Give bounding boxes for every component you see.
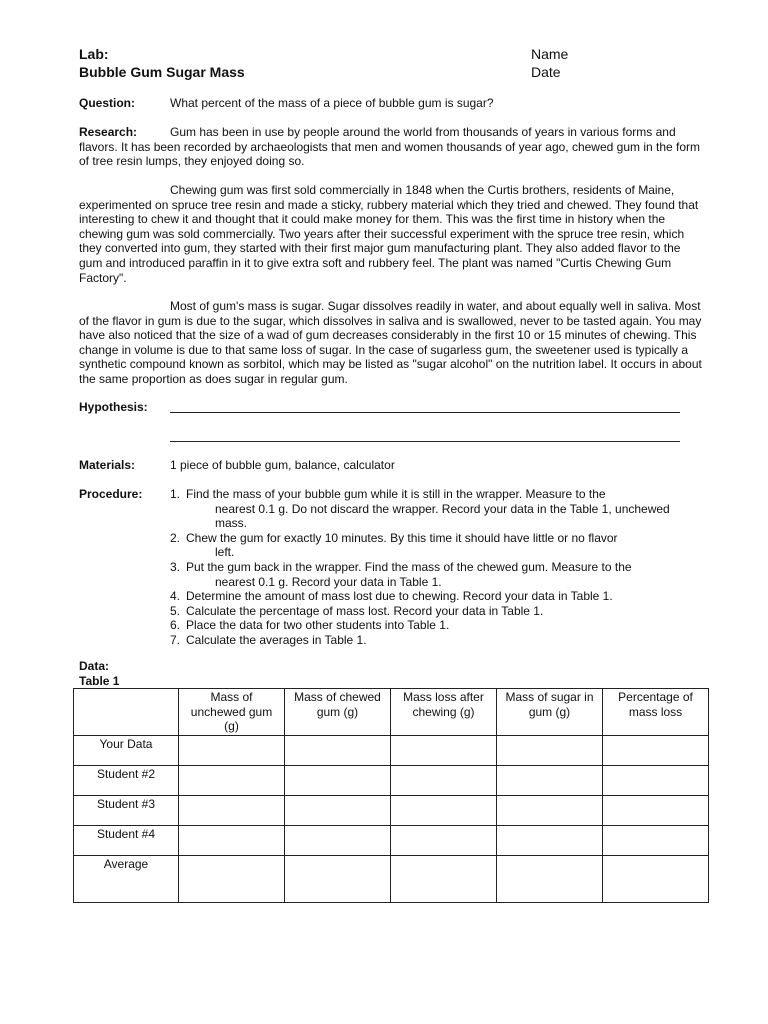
- hypothesis-line-2[interactable]: [170, 441, 680, 442]
- procedure-label: Procedure:: [79, 487, 143, 501]
- table-header-blank: [74, 689, 179, 736]
- table-cell[interactable]: [285, 735, 391, 765]
- procedure-step: [170, 531, 670, 560]
- table-cell[interactable]: [497, 765, 603, 795]
- question-text: What percent of the mass of a piece of bubble gum is sugar?: [170, 96, 494, 110]
- research-text-2: Chewing gum was first sold commercially in 1848 when the Curtis brothers, residents of Maine, experimented on spruce tree resin and made a sticky, rubbery material which they tried and chewed. They found that interesting to chew it and thought that it could make money for them. This was the first time in history when the chewing gum was sold commercially. Two years after their successful experiment with the spruce tree resin, which they converted into gum, they started with their first major gum manufacturing plant. They also added flavor to the gum and introduced paraffin in it to give extra soft and rubbery feel. The plant was named "Curtis Chewing Gum Factory".: [79, 183, 699, 285]
- header-right: [531, 45, 568, 81]
- row-label: Student #4: [74, 825, 179, 855]
- step-text-cont: left.: [215, 545, 235, 560]
- step-number: 4.: [170, 589, 181, 604]
- lab-label: Lab:: [79, 46, 109, 62]
- table-cell[interactable]: [391, 735, 497, 765]
- table-cell[interactable]: [603, 795, 709, 825]
- research-text-3: Most of gum's mass is sugar. Sugar dissolves readily in water, and about equally well in saliva. Most of the flavor in gum is due to the sugar, which dissolves in saliva and is swallowed, never to be tasted again. You may have also noticed that the size of a wad of gum decreases considerably in the first 10 or 15 minutes of chewing. This change in volume is due to that same loss of sugar. In the case of sugarless gum, the sweetener used is typically a synthetic compound known as sorbitol, which may be listed as "sugar alcohol" on the nutrition label. It occurs in about the same proportion as does sugar in regular gum.: [79, 299, 702, 386]
- table-cell[interactable]: [391, 795, 497, 825]
- step-number: 5.: [170, 603, 181, 618]
- procedure-step: [170, 618, 670, 633]
- table-cell[interactable]: [285, 855, 391, 902]
- step-text: Place the data for two other students into Table 1.: [186, 618, 450, 633]
- table-row: [74, 735, 709, 765]
- step-text: Determine the amount of mass lost due to chewing. Record your data in Table 1.: [186, 589, 613, 604]
- table-cell[interactable]: [497, 855, 603, 902]
- table-cell[interactable]: [603, 825, 709, 855]
- procedure-step: [170, 633, 670, 648]
- row-label: Average: [74, 855, 179, 902]
- research-text-1: Gum has been in use by people around the world from thousands of years in various forms and flavors. It has been recorded by archaeologists that men and women thousands of year ago, chewed gum in the form of tree resin lumps, they enjoyed doing so.: [79, 125, 701, 169]
- table-row: [74, 795, 709, 825]
- table-cell[interactable]: [285, 825, 391, 855]
- table-cell[interactable]: [179, 855, 285, 902]
- table-header-mass-loss: Mass loss after chewing (g): [391, 689, 497, 736]
- table-cell[interactable]: [179, 795, 285, 825]
- research-para-3: [79, 299, 702, 387]
- table-row: [74, 855, 709, 902]
- table-cell[interactable]: [285, 795, 391, 825]
- step-number: 3.: [170, 559, 181, 574]
- procedure-step: [170, 604, 670, 619]
- procedure-step: [170, 560, 670, 589]
- step-text: Chew the gum for exactly 10 minutes. By this time it should have little or no flavor: [186, 530, 618, 545]
- row-label: Student #3: [74, 795, 179, 825]
- row-label: Your Data: [74, 735, 179, 765]
- table-cell[interactable]: [603, 855, 709, 902]
- materials-label: Materials:: [79, 458, 136, 472]
- table-cell[interactable]: [497, 795, 603, 825]
- table-header-unchewed: Mass of unchewed gum (g): [179, 689, 285, 736]
- question-label: Question:: [79, 96, 135, 110]
- step-number: 6.: [170, 618, 181, 633]
- table-cell[interactable]: [497, 825, 603, 855]
- step-text: Calculate the percentage of mass lost. Record your data in Table 1.: [186, 603, 544, 618]
- research-para-2: [79, 183, 702, 285]
- data-table: [73, 688, 709, 903]
- data-label: Data:: [79, 659, 110, 673]
- step-number: 7.: [170, 632, 181, 647]
- table-header-percentage: Percentage of mass loss: [603, 689, 709, 736]
- hypothesis-label: Hypothesis:: [79, 400, 148, 414]
- procedure-step: [170, 589, 670, 604]
- research-para-1: [79, 125, 702, 169]
- table-cell[interactable]: [603, 735, 709, 765]
- step-text-cont: nearest 0.1 g. Record your data in Table 1.: [215, 574, 442, 589]
- table-cell[interactable]: [179, 735, 285, 765]
- table-header-row: [74, 689, 709, 736]
- table-header-sugar: Mass of sugar in gum (g): [497, 689, 603, 736]
- table-header-chewed: Mass of chewed gum (g): [285, 689, 391, 736]
- header-left: [79, 45, 245, 81]
- table-title: Table 1: [79, 673, 120, 688]
- research-label: Research:: [79, 125, 138, 139]
- date-label: Date: [531, 64, 561, 80]
- step-text: Calculate the averages in Table 1.: [186, 632, 367, 647]
- table-cell[interactable]: [179, 765, 285, 795]
- table-cell[interactable]: [603, 765, 709, 795]
- data-section: [79, 659, 701, 688]
- table-cell[interactable]: [391, 855, 497, 902]
- table-cell[interactable]: [391, 825, 497, 855]
- table-cell[interactable]: [285, 765, 391, 795]
- table-cell[interactable]: [497, 735, 603, 765]
- table-cell[interactable]: [391, 765, 497, 795]
- table-row: [74, 825, 709, 855]
- step-text-cont: nearest 0.1 g. Do not discard the wrapper. Record your data in the Table 1, unchewed mass.: [215, 501, 670, 531]
- materials-text: 1 piece of bubble gum, balance, calculator: [170, 458, 395, 472]
- step-text: Put the gum back in the wrapper. Find the mass of the chewed gum. Measure to the: [186, 559, 632, 574]
- hypothesis-line-1[interactable]: [170, 412, 680, 413]
- table-cell[interactable]: [179, 825, 285, 855]
- page-title: Bubble Gum Sugar Mass: [79, 64, 245, 80]
- procedure-step: [170, 487, 670, 531]
- table-row: [74, 765, 709, 795]
- row-label: Student #2: [74, 765, 179, 795]
- step-number: 2.: [170, 530, 181, 545]
- step-number: 1.: [170, 487, 181, 501]
- step-text: Find the mass of your bubble gum while it is still in the wrapper. Measure to the: [186, 487, 606, 501]
- name-label: Name: [531, 46, 569, 62]
- procedure-list: [170, 487, 670, 648]
